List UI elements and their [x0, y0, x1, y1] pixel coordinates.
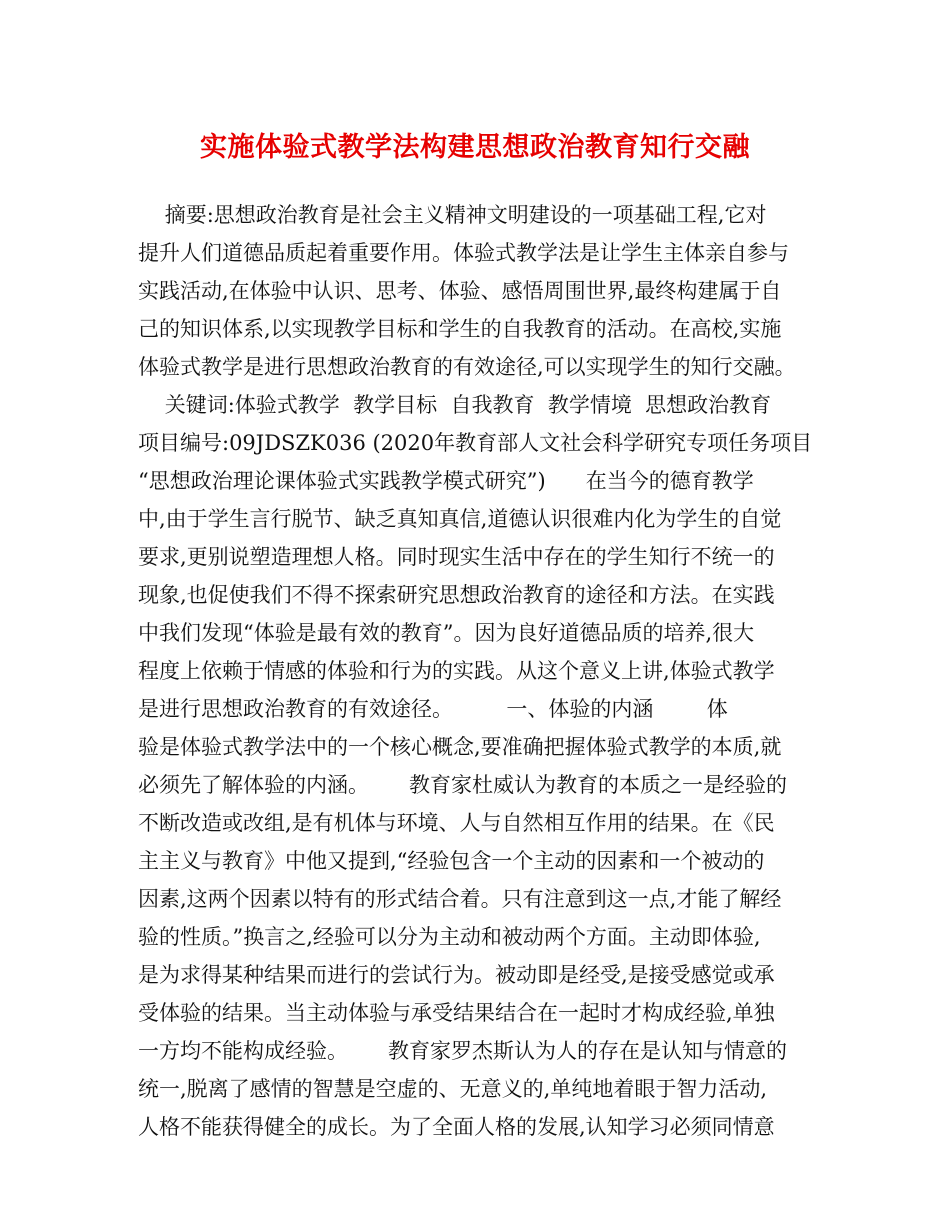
body-line: 一方均不能构成经验。 教育家罗杰斯认为人的存在是认知与情意的 [138, 1039, 788, 1063]
document-title: 实施体验式教学法构建思想政治教育知行交融 [200, 132, 750, 163]
body-line: 因素,这两个因素以特有的形式结合着。只有注意到这一点,才能了解经 [138, 887, 782, 911]
body-line: 不断改造或改组,是有机体与环境、人与自然相互作用的结果。在《民 [138, 811, 775, 835]
body-line: 项目编号:09JDSZK036 (2020年教育部人文社会科学研究专项任务项目 [138, 431, 813, 455]
body-line: 受体验的结果。当主动体验与承受结果结合在一起时才构成经验,单独 [138, 1001, 775, 1025]
body-line: 主主义与教育》中他又提到,“经验包含一个主动的因素和一个被动的 [138, 849, 765, 873]
body-line: “思想政治理论课体验式实践教学模式研究”) 在当今的德育教学 [138, 469, 754, 493]
body-line: 是进行思想政治教育的有效途径。 一、体验的内涵 体 [138, 697, 728, 721]
body-line: 人格不能获得健全的成长。为了全面人格的发展,认知学习必须同情意 [138, 1115, 775, 1139]
body-line: 实践活动,在体验中认识、思考、体验、感悟周围世界,最终构建属于自 [138, 279, 782, 303]
body-line: 验的性质。”换言之,经验可以分为主动和被动两个方面。主动即体验, [138, 925, 761, 949]
body-line: 中,由于学生言行脱节、缺乏真知真信,道德认识很难内化为学生的自觉 [138, 507, 782, 531]
body-line: 统一,脱离了感情的智慧是空虚的、无意义的,单纯地着眼于智力活动, [138, 1077, 768, 1101]
body-line: 己的知识体系,以实现教学目标和学生的自我教育的活动。在高校,实施 [138, 317, 782, 341]
body-line: 验是体验式教学法中的一个核心概念,要准确把握体验式教学的本质,就 [138, 735, 782, 759]
body-line: 是为求得某种结果而进行的尝试行为。被动即是经受,是接受感觉或承 [138, 963, 775, 987]
body-line: 必须先了解体验的内涵。 教育家杜威认为教育的本质之一是经验的 [138, 773, 788, 797]
body-line: 关键词:体验式教学 教学目标 自我教育 教学情境 思想政治教育 [138, 393, 772, 417]
body-line: 现象,也促使我们不得不探索研究思想政治教育的途径和方法。在实践 [138, 583, 775, 607]
body-line: 要求,更别说塑造理想人格。同时现实生活中存在的学生知行不统一的 [138, 545, 775, 569]
body-line: 摘要:思想政治教育是社会主义精神文明建设的一项基础工程,它对 [138, 203, 767, 227]
body-line: 中我们发现“体验是最有效的教育”。因为良好道德品质的培养,很大 [138, 621, 755, 645]
body-line: 程度上依赖于情感的体验和行为的实践。从这个意义上讲,体验式教学 [138, 659, 775, 683]
body-line: 提升人们道德品质起着重要作用。体验式教学法是让学生主体亲自参与 [138, 241, 789, 265]
body-line: 体验式教学是进行思想政治教育的有效途径,可以实现学生的知行交融。 [138, 355, 796, 379]
